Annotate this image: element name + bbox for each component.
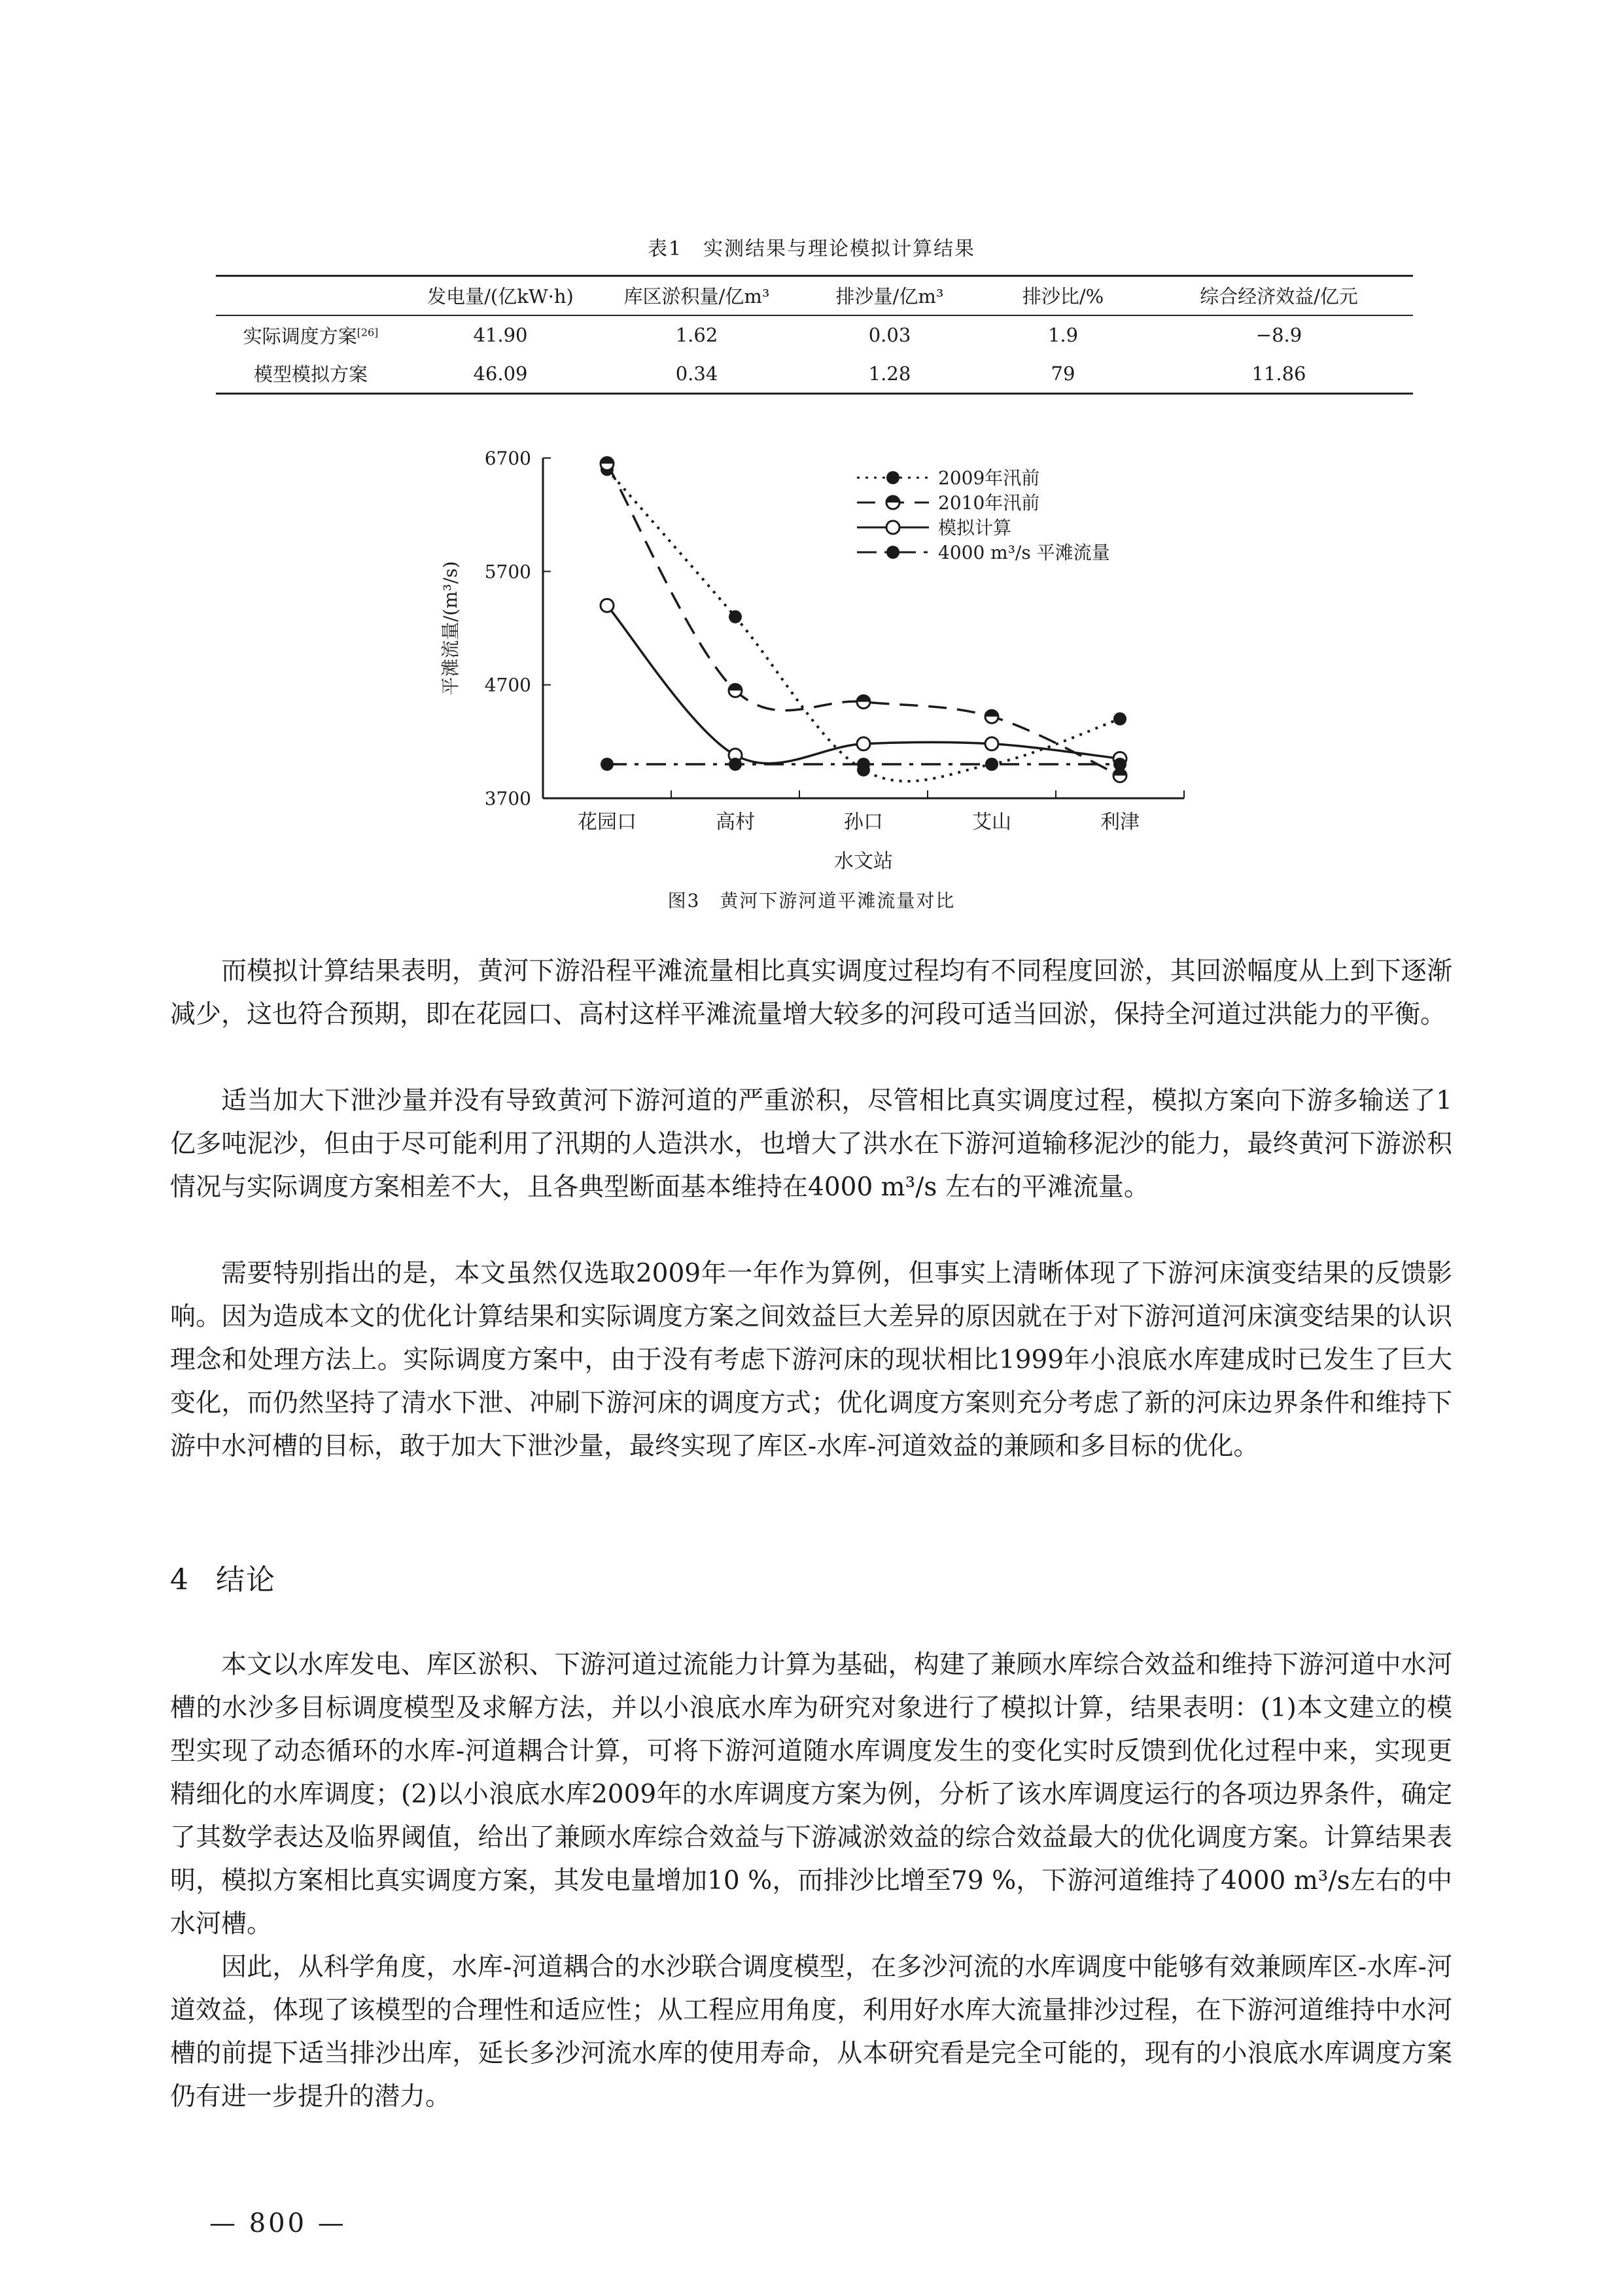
table-header-cell [216,276,406,315]
legend-label: 模拟计算 [938,517,1012,539]
x-tick-label: 花园口 [578,811,637,834]
table-cell: 41.90 [473,324,528,346]
data-point-marker [601,599,614,612]
x-tick-label: 孙口 [844,811,883,834]
data-point-marker [601,758,614,771]
table-cell: 1.9 [1047,324,1079,346]
chart-series [601,457,1126,783]
table-cell: 1.28 [798,355,981,394]
discharge-line-chart [412,432,1243,883]
y-axis-title: 平滩流量/(m³/s) [440,561,461,696]
x-axis-title: 水文站 [834,850,893,873]
body-paragraph: 需要特别指出的是，本文虽然仅选取2009年一年作为算例，但事实上清晰体现了下游河床演变结果的反馈影响。因为造成本文的优化计算结果和实际调度方案之间效益巨大差异的原因就在于对下游河道河床演变结果的认识理念和处理方法上。实际调度方案中，由于没有考虑下游河床的现状相比1999年小浪底水库建成时已发生了巨大变化，而仍然坚持了清水下泄、冲刷下游河床的调度方式；优化调度方案则充分考虑了新的河床边界条件和维持下游中水河槽的目标，敢于加大下泄沙量，最终实现了库区-水库-河道效益的兼顾和多目标的优化。 [170,1259,1452,1461]
table-caption: 表1 实测结果与理论模拟计算结果 [647,238,976,260]
series-line [607,469,1120,781]
data-point-marker [857,758,870,771]
legend-label: 2010年汛前 [938,492,1040,514]
data-point-marker [1113,713,1126,726]
y-tick-label: 4700 [484,674,531,696]
data-point-marker [857,737,870,751]
page-number: — 800 — [209,2208,347,2238]
table-header-cell: 库区淤积量/亿m³ [595,276,798,315]
table-header-cell: 发电量/(亿kW·h) [406,276,595,315]
section-number: 4 [170,1563,190,1597]
body-paragraph: 因此，从科学角度，水库-河道耦合的水沙联合调度模型，在多沙河流的水库调度中能够有效兼顾库区-水库-河道效益，体现了该模型的合理性和适应性；从工程应用角度，利用好水库大流量排沙过程，在下游河道维持中水河槽的前提下适当排沙出库，延长多沙河流水库的使用寿命，从本研究看是完全可能的，现有的小浪底水库调度方案仍有进一步提升的潜力。 [170,1952,1452,2111]
table-row [216,315,1413,355]
table-cell: 0.03 [868,324,911,346]
body-paragraph: 适当加大下泄沙量并没有导致黄河下游河道的严重淤积，尽管相比真实调度过程，模拟方案向下游多输送了1亿多吨泥沙，但由于尽可能利用了汛期的人造洪水，也增大了洪水在下游河道输移泥沙的能力，最终黄河下游淤积情况与实际调度方案相差不大，且各典型断面基本维持在4000 m³/s 左右的平滩流量。 [170,1086,1452,1202]
y-tick-label: 5700 [484,561,531,583]
table-header-cell: 排沙比/% [981,276,1145,315]
data-point-marker [1113,758,1126,771]
series-group [601,457,1126,783]
table-cell: 11.86 [1145,355,1413,394]
x-tick-label: 利津 [1100,811,1140,834]
table-header-row [216,276,1413,315]
table-row-label: 实际调度方案[26] [243,325,379,347]
table-row-label: 模型模拟方案 [216,355,406,394]
series-line [607,464,1120,776]
data-point-marker [729,758,742,771]
table-header-cell: 综合经济效益/亿元 [1145,276,1413,315]
data-point-marker [886,521,899,534]
chart-legend [857,467,1110,563]
data-point-marker [886,546,899,559]
table-cell: 1.62 [675,324,718,346]
results-table [216,275,1413,395]
y-tick-label: 3700 [484,788,531,809]
table-row [216,355,1413,394]
chart-axes [440,448,1184,873]
data-point-marker [886,471,899,484]
series-group [601,758,1126,771]
body-paragraph: 本文以水库发电、库区淤积、下游河道过流能力计算为基础，构建了兼顾水库综合效益和维持下游河道中水河槽的水沙多目标调度模型及求解方法，并以小浪底水库为研究对象进行了模拟计算，结果表明：(1)本文建立的模型实现了动态循环的水库-河道耦合计算，可将下游河道随水库调度发生的变化实时反馈到优化过程中来，实现更精细化的水库调度；(2)以小浪底水库2009年的水库调度方案为例，分析了该水库调度运行的各项边界条件，确定了其数学表达及临界阈值，给出了兼顾水库综合效益与下游减淤效益的综合效益最大的优化调度方案。计算结果表明，模拟方案相比真实调度方案，其发电量增加10 %，而排沙比增至79 %，下游河道维持了4000 m³/s左右的中水河槽。 [170,1650,1452,1939]
legend-label: 4000 m³/s 平滩流量 [938,542,1110,563]
table-header-cell: 排沙量/亿m³ [798,276,981,315]
table-cell: 46.09 [406,355,595,394]
citation-ref[interactable]: [26] [357,325,379,338]
x-tick-label: 高村 [716,811,755,834]
series-group [601,463,1126,781]
table-cell: 0.34 [595,355,798,394]
table-cell: 79 [981,355,1145,394]
section-heading [170,1556,276,1598]
data-point-marker [729,610,742,624]
data-point-marker [985,737,998,751]
y-tick-label: 6700 [484,448,531,469]
table-cell: −8.9 [1255,324,1302,346]
figure-caption: 图3 黄河下游河道平滩流量对比 [667,890,956,911]
body-paragraph: 而模拟计算结果表明，黄河下游沿程平滩流量相比真实调度过程均有不同程度回淤，其回淤幅度从上到下逐渐减少，这也符合预期，即在花园口、高村这样平滩流量增大较多的河段可适当回淤，保持全河道过洪能力的平衡。 [170,957,1452,1029]
data-point-marker [985,758,998,771]
section-title: 结论 [216,1563,276,1597]
legend-label: 2009年汛前 [938,467,1040,489]
x-tick-label: 艾山 [972,811,1011,834]
